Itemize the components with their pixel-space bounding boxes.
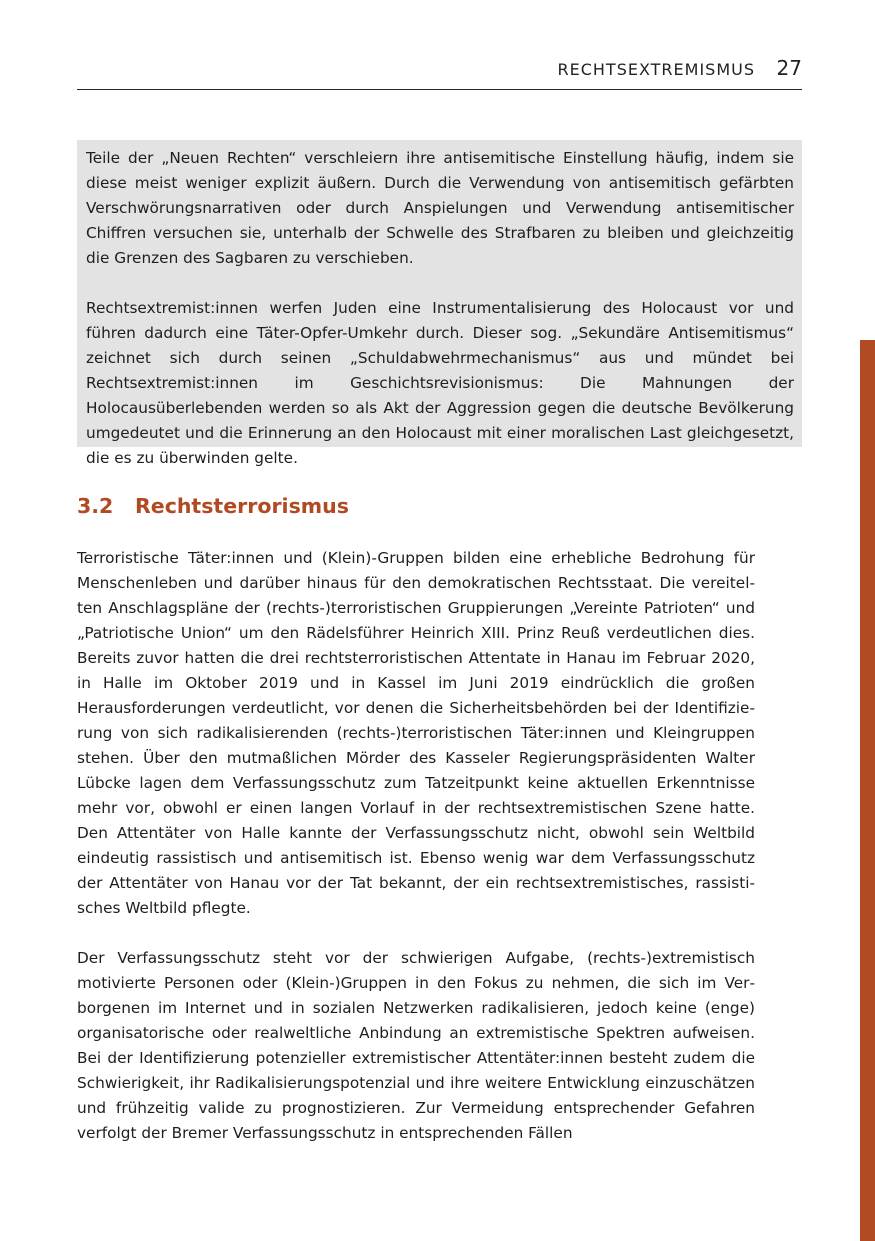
section-heading	[77, 492, 349, 520]
body-paragraph: Der Verfassungsschutz steht vor der schwierigen Aufgabe, (rechts-)extremistisch motivierte Personen oder (Klein-)Gruppen in den Fokus zu nehmen, die sich im Verborgenen im Internet und in sozialen Netzwerken radikalisieren, jedoch keine (enge) organisatorische oder realweltliche Anbindung an extremistische Spektren aufweisen. Bei der Identifizierung potenzieller extremistischer Attentäter:innen besteht zudem die Schwierigkeit, ihr Radikalisierungspotenzial und ihre weitere Entwicklung einzuschätzen und frühzeitig valide zu prognostizieren. Zur Vermeidung entsprechender Gefahren verfolgt der Bremer Verfassungsschutz in entsprechenden Fällen	[77, 949, 755, 1142]
body-text	[77, 546, 755, 1146]
page-header	[0, 56, 875, 86]
info-box-paragraph: Teile der „Neuen Rechten“ verschleiern ihre antisemitische Einstellung häufig, indem sie diese meist weniger explizit äußern. Durch die Verwendung von antisemitisch gefärbten Verschwörungsnarrativen oder durch Anspielungen und Verwendung antisemitischer Chiffren versuchen sie, unterhalb der Schwelle des Strafbaren zu bleiben und gleichzeitig die Grenzen des Sagbaren zu verschieben.	[86, 149, 794, 267]
page-number: 27	[776, 56, 802, 80]
chapter-side-bar	[860, 340, 875, 1241]
section-number: 3.2	[77, 494, 114, 518]
section-title: Rechtsterrorismus	[135, 494, 349, 518]
header-rule	[77, 89, 802, 90]
info-box-paragraph: Rechtsextremist:innen werfen Juden eine Instrumentalisierung des Holocaust vor und führen dadurch eine Täter-Opfer-Umkehr durch. Dieser sog. „Sekundäre Antisemitismus“ zeichnet sich durch seinen „Schuldabwehrmechanismus“ aus und mündet bei Rechtsextremist:innen im Geschichtsrevisionismus: Die Mahnungen der Holocausüberlebenden werden so als Akt der Aggression gegen die deutsche Bevölkerung umgedeutet und die Erinnerung an den Holocaust mit einer moralischen Last gleichgesetzt, die es zu überwinden gelte.	[86, 299, 794, 467]
running-title: RECHTSEXTREMISMUS	[557, 60, 755, 79]
info-box	[77, 140, 802, 467]
body-paragraph: Terroristische Täter:innen und (Klein)-Gruppen bilden eine erhebliche Bedrohung für Menschenleben und darüber hinaus für den demokratischen Rechtsstaat. Die vereitelten Anschlagspläne der (rechts-)terroristischen Gruppierungen „Vereinte Patrioten“ und „Patriotische Union“ um den Rädelsführer Heinrich XIII. Prinz Reuß verdeutlichen dies. Bereits zuvor hatten die drei rechtsterroristischen Attentate in Hanau im Februar 2020, in Halle im Oktober 2019 und in Kassel im Juni 2019 eindrücklich die großen Herausforderungen verdeutlicht, vor denen die Sicherheitsbehörden bei der Identifizierung von sich radikalisierenden (rechts-)terroristischen Täter:innen und Kleingruppen stehen. Über den mutmaßlichen Mörder des Kasseler Regierungspräsidenten Walter Lübcke lagen dem Verfassungsschutz zum Tatzeitpunkt keine aktuellen Erkenntnisse mehr vor, obwohl er einen langen Vorlauf in der rechtsextremistischen Szene hatte. Den Attentäter von Halle kannte der Verfassungsschutz nicht, obwohl sein Weltbild eindeutig rassistisch und antisemitisch ist. Ebenso wenig war dem Verfassungsschutz der Attentäter von Hanau vor der Tat bekannt, der ein rechtsextremistisches, rassistisches Weltbild pflegte.	[77, 549, 755, 917]
